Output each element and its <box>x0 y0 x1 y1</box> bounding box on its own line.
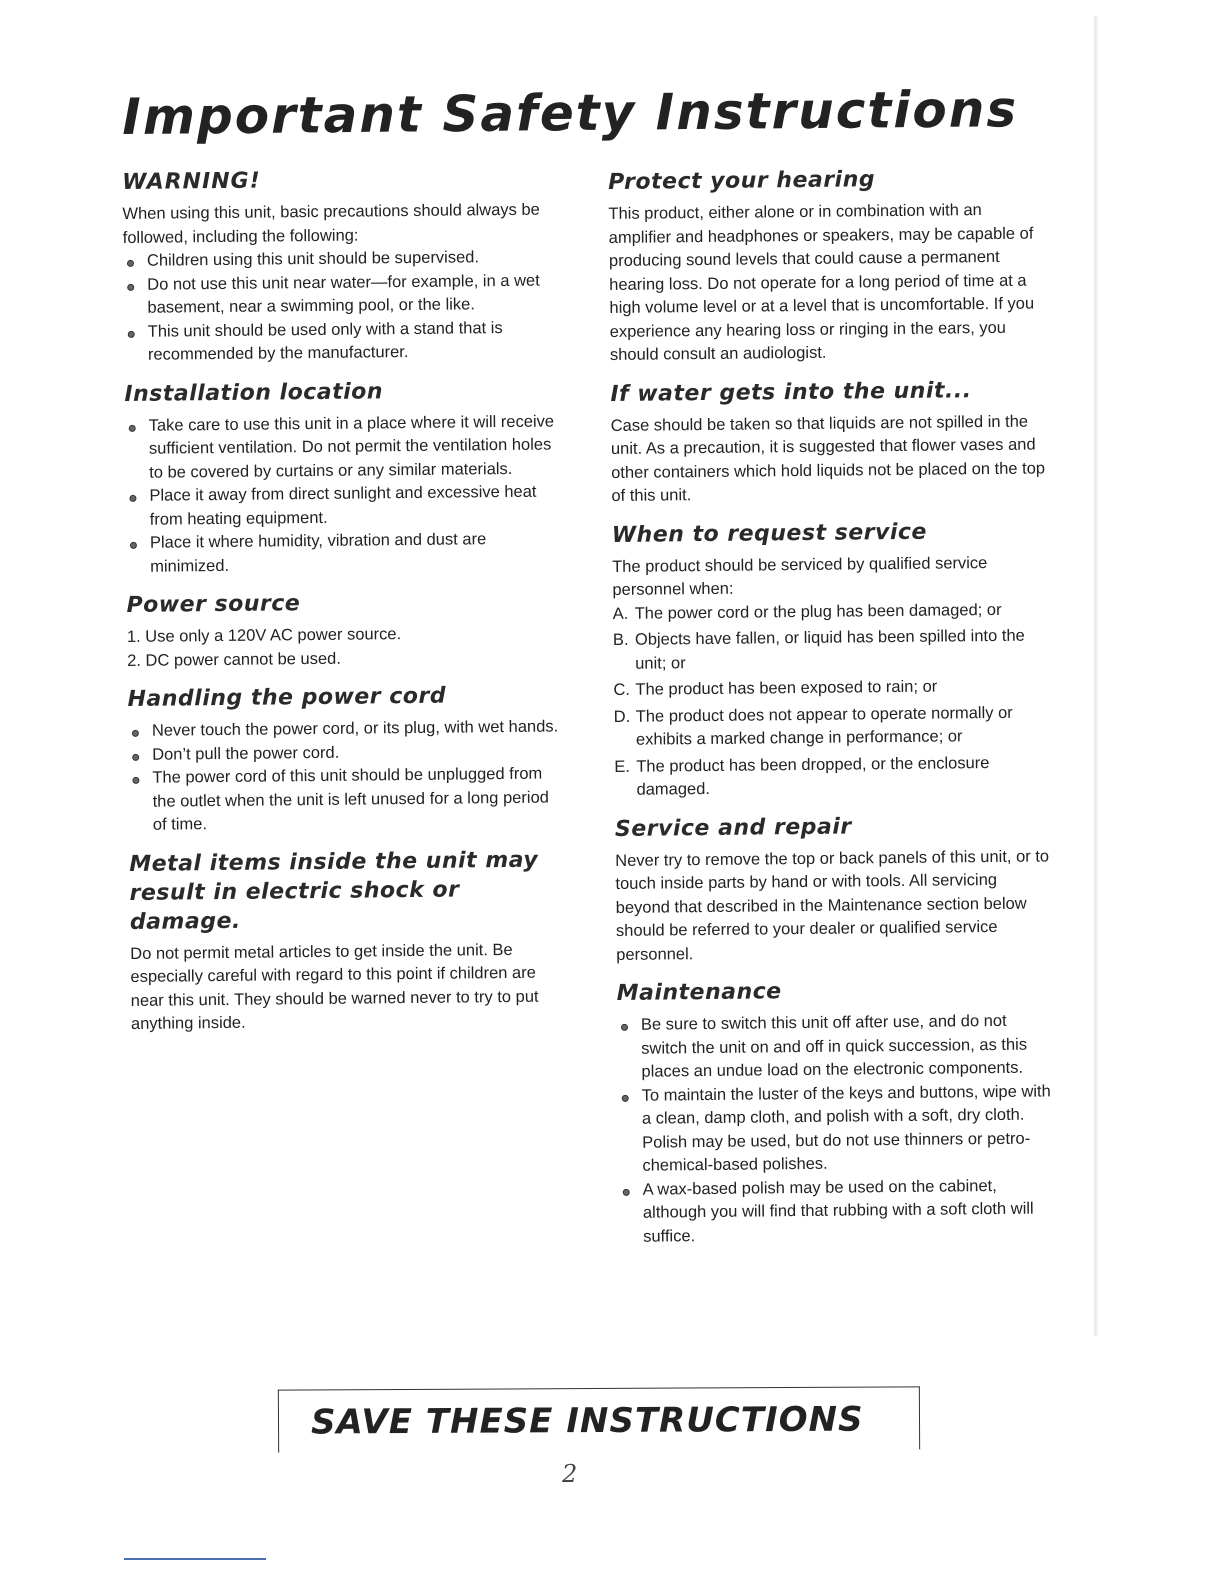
cord-list <box>128 715 561 837</box>
list-marker: A. <box>612 604 629 623</box>
repair-body: Never try to remove the top or back panels of this unit, or to touch inside parts by hand or with tools. All servicing beyond that described in the Maintenance section below should be referred to your dealer or qualified service personnel. <box>615 846 1050 964</box>
list-item: Do not use this unit near water—for example, in a wet basement, near a swimming pool, or the like. <box>123 269 555 321</box>
warning-intro: When using this unit, basic precautions should always be followed, including the following: <box>122 200 540 247</box>
page-number: 2 <box>562 1460 578 1488</box>
list-item: Place it where humidity, vibration and dust are minimized. <box>126 527 558 579</box>
installation-heading: Installation location <box>124 378 384 407</box>
list-text: The power cord or the plug has been damaged; or <box>634 600 1002 623</box>
list-item <box>613 674 1053 702</box>
list-item: To maintain the luster of the keys and buttons, wipe with a clean, damp cloth, and polish with a soft, dry cloth. Polish may be used, but do not use thinners or petro-chemical-based polishes. <box>618 1080 1059 1179</box>
cord-section <box>127 680 561 837</box>
save-instructions-text: SAVE THESE INSTRUCTIONS <box>310 1399 864 1443</box>
page-title: Important Safety Instructions <box>122 80 1019 146</box>
list-text: The product has been dropped, or the enclosure damaged. <box>636 753 990 799</box>
list-item <box>614 751 1054 803</box>
list-item: 2. DC power cannot be used. <box>127 649 341 670</box>
warning-list <box>123 245 556 367</box>
bottom-rule <box>124 1558 266 1560</box>
list-item: A wax-based polish may be used on the cabinet, although you will find that rubbing with a soft cloth will suffice. <box>619 1174 1060 1249</box>
list-item <box>613 624 1053 676</box>
service-request-intro: The product should be serviced by qualified service personnel when: <box>612 553 988 599</box>
maintenance-section <box>616 974 1059 1249</box>
list-item: Don’t pull the power cord. <box>128 739 560 767</box>
list-item: Be sure to switch this unit off after use, and do not switch the unit on and off in quick succession, as this places an undue load on the electronic components. <box>617 1009 1058 1084</box>
list-item: 1. Use only a 120V AC power source. <box>126 625 402 646</box>
water-heading: If water gets into the unit... <box>610 377 972 407</box>
water-body: Case should be taken so that liquids are not spilled in the unit. As a precaution, it is suggested that flower vases and other containers which hold liquids not be placed on the top of this unit. <box>610 412 1046 505</box>
repair-section <box>615 810 1057 967</box>
hearing-section <box>608 163 1050 367</box>
warning-section <box>122 163 556 367</box>
metal-body: Do not permit metal articles to get inside the unit. Be especially careful with regard to this point if children are near this unit. They should be warned never to try to put anything inside. <box>130 940 539 1033</box>
list-item <box>613 598 1053 626</box>
maintenance-list <box>617 1009 1059 1249</box>
list-item: Take care to use this unit in a place where it will receive sufficient ventilation. Do not permit the ventilation holes to be covered by curtains or any similar materials. <box>125 410 558 485</box>
list-item: This unit should be used only with a stand that is recommended by the manufacturer. <box>124 316 556 368</box>
list-item: The power cord of this unit should be unplugged from the outlet when the unit is left unused for a long period of time. <box>128 762 561 837</box>
list-item: Never touch the power cord, or its plug, with wet hands. <box>128 715 560 743</box>
scan-edge-shadow <box>1094 16 1098 1336</box>
list-marker: E. <box>614 757 630 776</box>
left-column <box>122 163 563 1048</box>
list-item: Place it away from direct sunlight and excessive heat from heating equipment. <box>125 480 557 532</box>
installation-section <box>124 375 558 579</box>
right-column <box>608 163 1059 1261</box>
hearing-body: This product, either alone or in combination with an amplifier and headphones or speakers, may be capable of producing sound levels that could cause a permanent hearing loss. Do not operate for a long period of time at a high volume level or at a level that is uncomfortable. If you experience any hearing loss or ringing in the ears, you should consult an audiologist. <box>608 201 1035 364</box>
water-section <box>610 375 1051 509</box>
cord-heading: Handling the power cord <box>127 683 447 712</box>
maintenance-heading: Maintenance <box>616 979 782 1006</box>
power-heading: Power source <box>126 591 301 618</box>
power-list <box>127 621 559 673</box>
service-request-heading: When to request service <box>611 519 928 548</box>
service-request-list <box>613 598 1055 803</box>
list-marker: C. <box>613 680 631 699</box>
list-item <box>614 701 1054 753</box>
list-marker: B. <box>612 630 629 649</box>
save-instructions-box <box>278 1386 920 1452</box>
metal-section <box>129 845 563 1037</box>
list-marker: D. <box>613 707 631 726</box>
power-section <box>126 586 559 673</box>
list-text: Objects have fallen, or liquid has been spilled into the unit; or <box>634 626 1025 673</box>
metal-heading: Metal items inside the unit may result in electric shock or damage. <box>129 847 539 935</box>
service-request-section <box>612 516 1055 803</box>
list-text: The product does not appear to operate normally or exhibits a marked change in performance; or <box>635 703 1013 749</box>
hearing-heading: Protect your hearing <box>608 167 876 195</box>
warning-heading: WARNING! <box>122 168 261 195</box>
list-text: The product has been exposed to rain; or <box>635 677 938 699</box>
installation-list <box>125 410 559 579</box>
list-item: Children using this unit should be supervised. <box>123 245 555 273</box>
repair-heading: Service and repair <box>614 813 852 842</box>
